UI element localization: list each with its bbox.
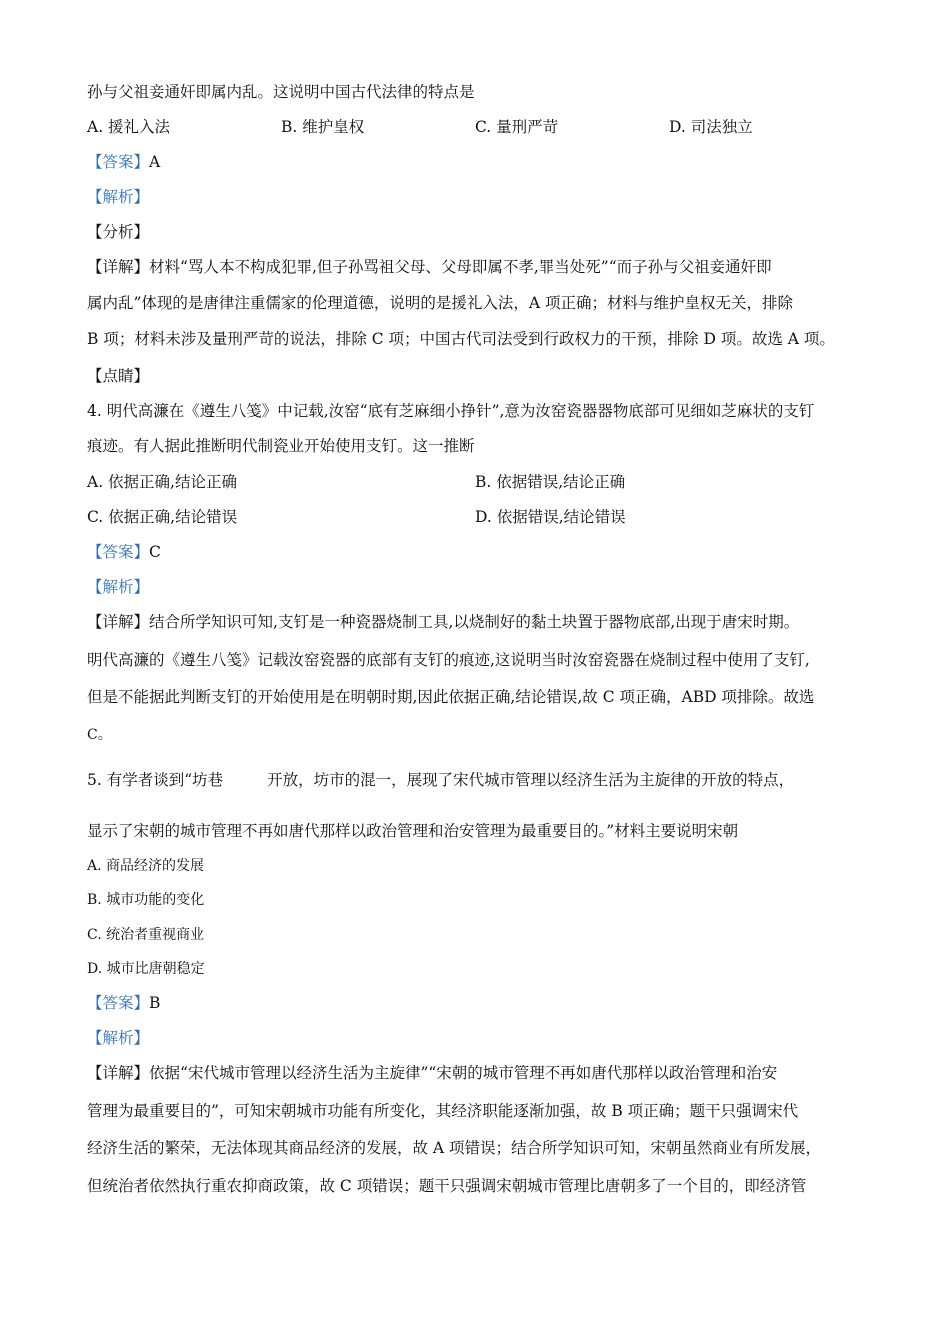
q3-option-b: B. 维护皇权 bbox=[281, 118, 365, 136]
q5-detail-line: 经济生活的繁荣，无法体现其商品经济的发展，故 A 项错误；结合所学知识可知，宋朝虽然商业有所发展， bbox=[87, 1139, 822, 1157]
analysis-tag: 【解析】 bbox=[87, 578, 150, 596]
q3-detail-line: 属内乱”体现的是唐律注重儒家的伦理道德，说明的是援礼入法，A 项正确；材料与维护皇权无关，排除 bbox=[87, 294, 794, 312]
q5-option-b: B. 城市功能的变化 bbox=[87, 892, 205, 908]
q4-analysis bbox=[87, 577, 149, 597]
q3-option-c: C. 量刑严苛 bbox=[475, 118, 559, 136]
analysis-tag: 【解析】 bbox=[87, 188, 150, 206]
q4-stem: 痕迹。有人据此推断明代制瓷业开始使用支钉。这一推断 bbox=[87, 437, 475, 455]
answer-value: A bbox=[149, 153, 161, 171]
q4-option-c: C. 依据正确,结论错误 bbox=[87, 508, 238, 526]
q3-answer bbox=[87, 152, 160, 172]
detail-text: 依据“宋代城市管理以经济生活为主旋律”“宋朝的城市管理不再如唐代那样以政治管理和治安 bbox=[149, 1064, 778, 1082]
answer-tag: 【答案】 bbox=[87, 543, 150, 561]
q5-stem: 显示了宋朝的城市管理不再如唐代那样以政治管理和治安管理为最重要目的。”材料主要说明宋朝 bbox=[87, 822, 739, 840]
q5-analysis bbox=[87, 1028, 149, 1048]
answer-tag: 【答案】 bbox=[87, 994, 150, 1012]
q3-option-a: A. 援礼入法 bbox=[87, 118, 171, 136]
q4-answer bbox=[87, 542, 161, 562]
q3-option-d: D. 司法独立 bbox=[669, 118, 753, 136]
detail-tag: 【详解】 bbox=[87, 613, 150, 631]
q5-stem-part2: 开放，坊市的混一，展现了宋代城市管理以经济生活为主旋律的开放的特点， bbox=[267, 771, 795, 789]
answer-value: B bbox=[149, 994, 161, 1012]
detail-tag: 【详解】 bbox=[87, 1064, 150, 1082]
q4-detail-line: 明代高濂的《遵生八笺》记载汝窑瓷器的底部有支钉的痕迹,这说明当时汝窑瓷器在烧制过程中使用了支钉, bbox=[87, 651, 810, 669]
q5-option-a: A. 商品经济的发展 bbox=[87, 858, 205, 874]
q4-stem: 4. 明代高濂在《遵生八笺》中记载,汝窑“底有芝麻细小挣针”,意为汝窑瓷器器物底部可见细如芝麻状的支钉 bbox=[87, 402, 815, 420]
q3-detail-line: B 项；材料未涉及量刑严苛的说法，排除 C 项；中国古代司法受到行政权力的干预，排除 D 项。故选 A 项。 bbox=[87, 330, 835, 348]
q3-stem: 孙与父祖妾通奸即属内乱。这说明中国古代法律的特点是 bbox=[87, 83, 475, 101]
q5-stem-part1: 5. 有学者谈到“坊巷 bbox=[87, 771, 224, 789]
analysis-tag: 【解析】 bbox=[87, 1029, 150, 1047]
detail-text: 结合所学知识可知,支钉是一种瓷器烧制工具,以烧制好的黏土块置于器物底部,出现于唐宋时期。 bbox=[149, 613, 800, 631]
detail-text: 材料“骂人本不构成犯罪,但子孙骂祖父母、父母即属不孝,罪当处死”“而子孙与父祖妾通奸即 bbox=[149, 258, 772, 276]
q3-analysis bbox=[87, 187, 149, 207]
q3-fenxi bbox=[87, 222, 149, 242]
q3-dianjing: 【点睛】 bbox=[87, 367, 150, 385]
q4-option-b: B. 依据错误,结论正确 bbox=[475, 473, 626, 491]
answer-tag: 【答案】 bbox=[87, 153, 150, 171]
q5-option-d: D. 城市比唐朝稳定 bbox=[87, 961, 205, 977]
q4-option-d: D. 依据错误,结论错误 bbox=[475, 508, 626, 526]
q5-answer bbox=[87, 993, 160, 1013]
q5-option-c: C. 统治者重视商业 bbox=[87, 927, 205, 943]
q4-detail-line: 但是不能据此判断支钉的开始使用是在明朝时期,因此依据正确,结论错误,故 C 项正确，ABD 项排除。故选 bbox=[87, 688, 815, 706]
q3-detail-line bbox=[87, 257, 772, 277]
q5-detail-line: 但统治者依然执行重农抑商政策，故 C 项错误；题干只强调宋朝城市管理比唐朝多了一个目的，即经济管 bbox=[87, 1177, 807, 1195]
detail-tag: 【详解】 bbox=[87, 258, 150, 276]
q4-detail-line bbox=[87, 612, 799, 632]
fenxi-tag: 【分析】 bbox=[87, 223, 150, 241]
q4-option-a: A. 依据正确,结论正确 bbox=[87, 473, 237, 491]
q4-detail-line: C。 bbox=[87, 727, 112, 743]
q5-detail-line bbox=[87, 1063, 777, 1083]
q5-detail-line: 管理为最重要目的”，可知宋朝城市功能有所变化，其经济职能逐渐加强，故 B 项正确；题干只强调宋代 bbox=[87, 1102, 799, 1120]
q5-stem bbox=[87, 770, 794, 790]
answer-value: C bbox=[149, 543, 161, 561]
